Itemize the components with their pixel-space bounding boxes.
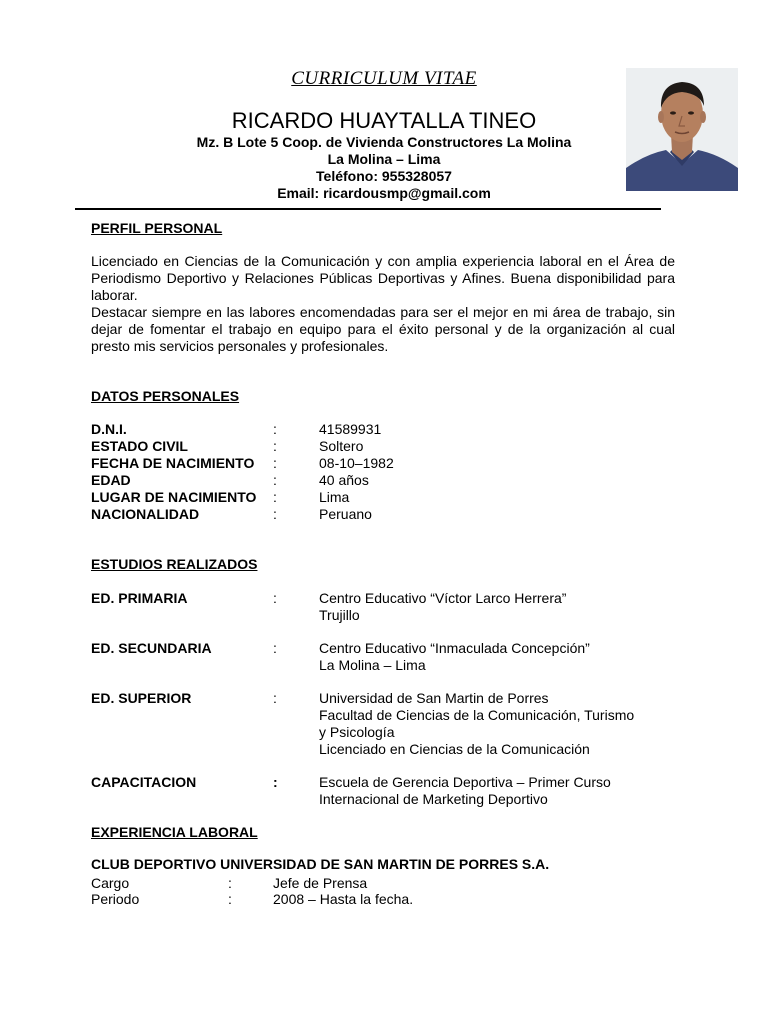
experiencia-heading: EXPERIENCIA LABORAL <box>91 824 258 840</box>
datos-colon: : <box>273 489 277 505</box>
estudio-detail-secundaria <box>319 640 679 674</box>
datos-value: Lima <box>319 489 350 505</box>
estudio-detail-capacitacion <box>319 774 679 808</box>
estudio-label: ED. PRIMARIA <box>91 590 188 606</box>
estudio-colon: : <box>273 690 277 706</box>
estudio-line: Trujillo <box>319 607 360 623</box>
datos-label: EDAD <box>91 472 131 488</box>
datos-colon: : <box>273 455 277 471</box>
estudio-detail-superior <box>319 690 679 758</box>
datos-value: 41589931 <box>319 421 382 437</box>
estudio-label: ED. SUPERIOR <box>91 690 192 706</box>
estudio-label: ED. SECUNDARIA <box>91 640 212 656</box>
header-divider <box>75 208 661 210</box>
estudio-line: La Molina – Lima <box>319 657 426 673</box>
address-line-2: La Molina – Lima <box>327 151 441 167</box>
estudio-detail-primaria <box>319 590 679 624</box>
perfil-paragraph-2: Destacar siempre en las labores encomendadas para ser el mejor en mi área de trabajo, sin dejar de fomentar el trabajo en equipo para el éxito personal y de la organización al cual presto mis servicios personales y profesionales. <box>91 304 675 354</box>
experiencia-row <box>91 875 591 892</box>
experiencia-colon: : <box>228 891 232 907</box>
estudio-colon: : <box>273 774 278 790</box>
experiencia-value: 2008 – Hasta la fecha. <box>273 891 414 907</box>
estudio-line: Facultad de Ciencias de la Comunicación, Turismo <box>319 707 635 723</box>
datos-colon: : <box>273 421 277 437</box>
experiencia-colon: : <box>228 875 232 891</box>
experiencia-label: Cargo <box>91 875 130 891</box>
datos-label: LUGAR DE NACIMIENTO <box>91 489 257 505</box>
address-line-1: Mz. B Lote 5 Coop. de Vivienda Constructores La Molina <box>196 134 572 150</box>
estudio-label: CAPACITACION <box>91 774 197 790</box>
datos-value: 40 años <box>319 472 369 488</box>
datos-heading: DATOS PERSONALES <box>91 388 240 404</box>
datos-value: 08-10–1982 <box>319 455 394 471</box>
phone: Teléfono: 955328057 <box>316 168 452 184</box>
profile-photo <box>626 68 738 191</box>
datos-value: Soltero <box>319 438 364 454</box>
estudios-heading: ESTUDIOS REALIZADOS <box>91 556 258 572</box>
datos-value: Peruano <box>319 506 372 522</box>
datos-row <box>91 455 691 472</box>
company-name: CLUB DEPORTIVO UNIVERSIDAD DE SAN MARTIN DE PORRES S.A. <box>91 856 550 872</box>
datos-label: NACIONALIDAD <box>91 506 200 522</box>
estudio-line: Universidad de San Martin de Porres <box>319 690 549 706</box>
perfil-paragraph-1: Licenciado en Ciencias de la Comunicación y con amplia experiencia laboral en el Área de Periodismo Deportivo y Relaciones Públicas Deportivas y Afines. Buena disponibilidad para laborar. <box>91 253 675 303</box>
estudio-colon: : <box>273 590 277 606</box>
estudio-line: Escuela de Gerencia Deportiva – Primer Curso <box>319 774 611 790</box>
candidate-name: RICARDO HUAYTALLA TINEO <box>231 108 537 133</box>
datos-label: FECHA DE NACIMIENTO <box>91 455 255 471</box>
datos-colon: : <box>273 438 277 454</box>
experiencia-value: Jefe de Prensa <box>273 875 368 891</box>
estudio-line: y Psicología <box>319 724 395 740</box>
datos-label: ESTADO CIVIL <box>91 438 188 454</box>
datos-row <box>91 472 691 489</box>
datos-colon: : <box>273 506 277 522</box>
estudio-line: Centro Educativo “Inmaculada Concepción” <box>319 640 590 656</box>
datos-row <box>91 438 691 455</box>
datos-colon: : <box>273 472 277 488</box>
estudio-line: Internacional de Marketing Deportivo <box>319 791 548 807</box>
email: Email: ricardousmp@gmail.com <box>277 185 491 201</box>
experiencia-row <box>91 891 591 908</box>
datos-row <box>91 506 691 523</box>
perfil-heading: PERFIL PERSONAL <box>91 220 223 236</box>
portrait-image <box>626 68 738 191</box>
document-title: CURRICULUM VITAE <box>291 68 477 89</box>
datos-row <box>91 489 691 506</box>
experiencia-label: Periodo <box>91 891 140 907</box>
datos-label: D.N.I. <box>91 421 127 437</box>
estudio-colon: : <box>273 640 277 656</box>
datos-row <box>91 421 691 438</box>
estudio-line: Centro Educativo “Víctor Larco Herrera” <box>319 590 567 606</box>
estudio-line: Licenciado en Ciencias de la Comunicación <box>319 741 590 757</box>
